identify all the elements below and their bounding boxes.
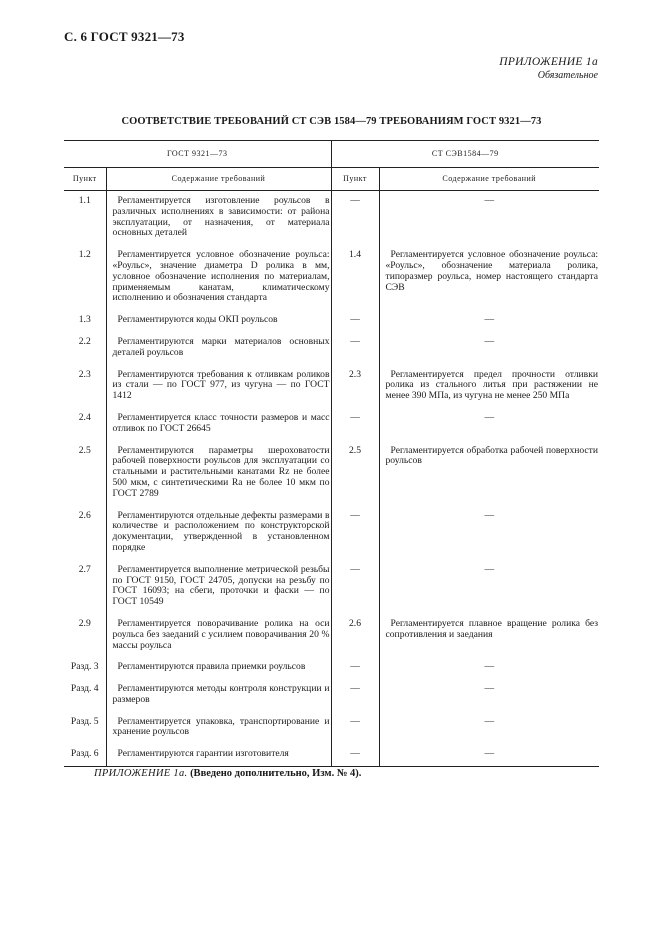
table-row	[64, 191, 599, 250]
table-row	[64, 314, 599, 336]
gost-item-cell: 2.5	[64, 445, 106, 510]
st-sev-content-cell: Регламентируется плавное вращение ролика без сопротивления и заедания	[385, 617, 598, 640]
gost-content-cell: Регламентируется упаковка, транспортирование и хранение роульсов	[106, 716, 331, 749]
gost-item-cell: 1.2	[64, 249, 106, 314]
table-row	[64, 748, 599, 766]
st-sev-content-cell: —	[484, 335, 495, 347]
st-sev-item-cell: —	[331, 336, 379, 369]
st-sev-content-cell: —	[484, 563, 495, 575]
gost-item-cell: 2.7	[64, 564, 106, 618]
table-row	[64, 412, 599, 445]
gost-content-cell: Регламентируются марки материалов основных деталей роульсов	[106, 336, 331, 369]
table-row	[64, 336, 599, 369]
gost-item-cell: Разд. 5	[64, 716, 106, 749]
gost-item-cell: 2.3	[64, 369, 106, 412]
st-sev-content-cell: —	[484, 683, 495, 695]
st-sev-content-cell: Регламентируется обработка рабочей поверхности роульсов	[385, 444, 598, 467]
st-sev-item-cell: 2.5	[331, 445, 379, 510]
st-sev-content-cell: —	[379, 748, 599, 766]
appendix-title: ПРИЛОЖЕНИЕ 1а	[499, 56, 598, 68]
st-sev-content-cell: —	[484, 715, 495, 727]
st-sev-item-cell: —	[331, 412, 379, 445]
st-sev-item-cell: 1.4	[331, 249, 379, 314]
st-sev-item-cell: —	[331, 191, 379, 250]
st-sev-item-cell: 2.6	[331, 618, 379, 661]
table-row	[64, 618, 599, 661]
st-sev-item-cell: —	[331, 716, 379, 749]
st-sev-content-cell: —	[484, 314, 495, 326]
st-sev-content-cell: —	[484, 195, 495, 206]
table-row	[64, 564, 599, 618]
gost-content-cell: Регламентируется поворачивание ролика на оси роульса без заеданий с усилием поворачивания 20 % массы роульса	[106, 618, 331, 661]
gost-content-cell: Регламентируются гарантии изготовителя	[106, 748, 331, 766]
requirements-table	[64, 140, 599, 767]
col-header-content-st-sev: Содержание требований	[379, 168, 599, 191]
col-header-item-gost: Пункт	[64, 168, 106, 191]
table-row	[64, 445, 599, 510]
gost-content-cell: Регламентируется изготовление роульсов в различных исполнениях в зависимости: от района эксплуатации, от назначения, от материала основных деталей	[106, 191, 331, 250]
footer-note	[94, 768, 361, 779]
st-sev-content-cell: Регламентируется условное обозначение роульса: «Роульс», обозначение материала ролика, типоразмер роульса, номер настоящего стандарта СЭВ	[385, 249, 598, 293]
st-sev-item-cell: —	[331, 510, 379, 564]
gost-content-cell: Регламентируются коды ОКП роульсов	[106, 314, 331, 336]
appendix-label	[499, 56, 598, 82]
st-sev-content-cell: —	[484, 411, 495, 423]
st-sev-item-cell: —	[331, 661, 379, 683]
gost-content-cell: Регламентируется условное обозначение роульса: «Роульс», значение диаметра D ролика в мм, условное обозначение исполнения по материалам, применяемым канатам, климатическому исполнению и обозначения стандарта	[106, 249, 331, 314]
table-row	[64, 510, 599, 564]
st-sev-item-cell: —	[331, 683, 379, 716]
gost-item-cell: Разд. 6	[64, 748, 106, 766]
gost-content-cell: Регламентируются требования к отливкам роликов из стали — по ГОСТ 977, из чугуна — по ГОСТ 1412	[106, 369, 331, 412]
page-header: С. 6 ГОСТ 9321—73	[64, 29, 185, 44]
col-header-item-st-sev: Пункт	[331, 168, 379, 191]
table-row	[64, 249, 599, 314]
st-sev-content-cell: Регламентируется предел прочности отливки ролика из стального литья при растяжении не менее 390 МПа, из чугуна не менее 250 МПа	[385, 368, 598, 402]
table-row	[64, 369, 599, 412]
gost-item-cell: Разд. 4	[64, 683, 106, 716]
gost-content-cell: Регламентируются параметры шероховатости рабочей поверхности роульсов для эксплуатации со стальными и растительными канатами Rz не более 500 мкм, с синтетическими Ra не более 10 мкм по ГОСТ 2789	[106, 445, 331, 510]
st-sev-item-cell: —	[331, 748, 379, 766]
gost-item-cell: Разд. 3	[64, 661, 106, 683]
st-sev-item-cell: —	[331, 564, 379, 618]
table-body	[64, 191, 599, 767]
table-row	[64, 716, 599, 749]
gost-item-cell: 2.9	[64, 618, 106, 661]
gost-item-cell: 1.1	[64, 191, 106, 250]
footer-amendment: (Введено дополнительно, Изм. № 4).	[190, 768, 362, 779]
st-sev-content-cell: —	[484, 661, 495, 673]
gost-item-cell: 2.2	[64, 336, 106, 369]
table-row	[64, 683, 599, 716]
st-sev-content-cell: —	[484, 509, 495, 521]
appendix-status: Обязательное	[537, 70, 598, 81]
gost-content-cell: Регламентируются правила приемки роульсов	[106, 661, 331, 683]
gost-content-cell: Регламентируется выполнение метрической резьбы по ГОСТ 9150, ГОСТ 24705, допуски на резьбу по ГОСТ 16093; на сбеги, проточки и фаски — по ГОСТ 10549	[106, 564, 331, 618]
gost-item-cell: 1.3	[64, 314, 106, 336]
gost-item-cell: 2.6	[64, 510, 106, 564]
footer-appendix-label: ПРИЛОЖЕНИЕ 1а.	[94, 768, 188, 779]
st-sev-item-cell: 2.3	[331, 369, 379, 412]
gost-item-cell: 2.4	[64, 412, 106, 445]
col-header-content-gost: Содержание требований	[106, 168, 331, 191]
table-row	[64, 661, 599, 683]
group-header-st-sev: СТ СЭВ1584—79	[331, 141, 599, 168]
gost-content-cell: Регламентируются методы контроля конструкции и размеров	[106, 683, 331, 716]
group-header-gost: ГОСТ 9321—73	[64, 141, 331, 168]
gost-content-cell: Регламентируются отдельные дефекты размерами в количестве и расположением по конструкторской документации, утвержденной в установленном порядке	[106, 510, 331, 564]
gost-content-cell: Регламентируется класс точности размеров и масс отливок по ГОСТ 26645	[106, 412, 331, 445]
document-title: СООТВЕТСТВИЕ ТРЕБОВАНИЙ СТ СЭВ 1584—79 ТРЕБОВАНИЯМ ГОСТ 9321—73	[121, 116, 542, 127]
st-sev-item-cell: —	[331, 314, 379, 336]
